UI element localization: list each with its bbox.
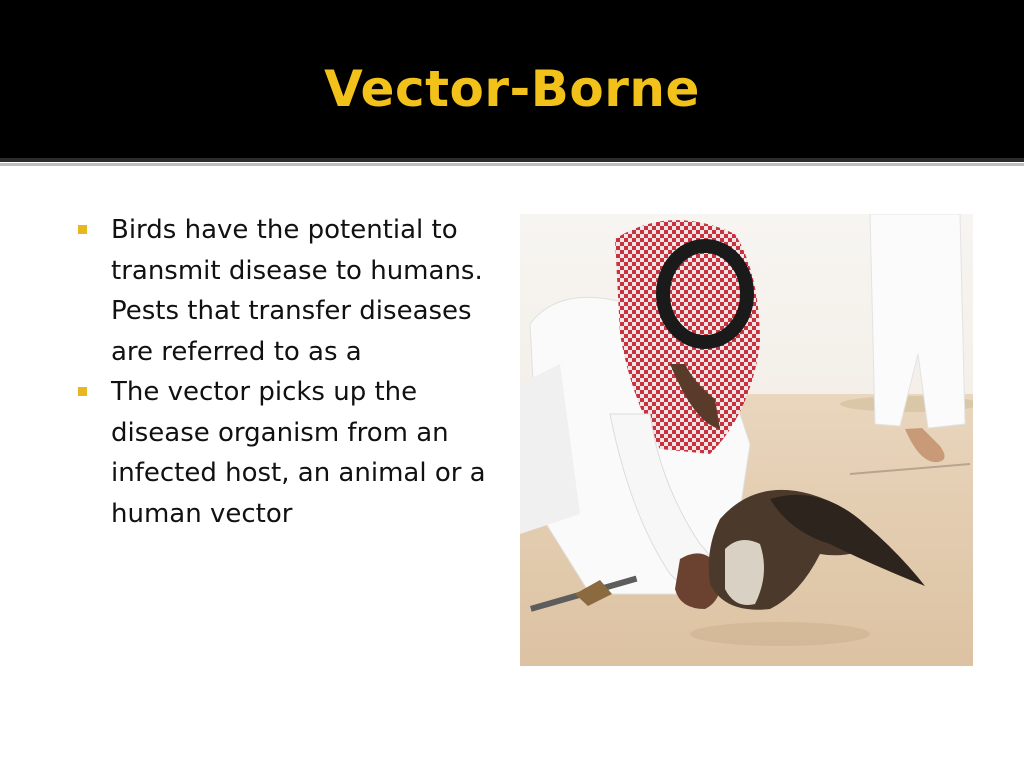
title-divider-dark (0, 158, 1024, 162)
bullet-square-icon (78, 387, 87, 396)
bullet-square-icon (78, 225, 87, 234)
bullet-text: The vector picks up the disease organism from an infected host, an animal or a human vector (111, 377, 486, 529)
bullet-item-vector (78, 372, 498, 534)
title-divider-light (0, 163, 1024, 166)
bullet-text: Birds have the potential to transmit disease to humans. Pests that transfer diseases are referred to as a (111, 215, 483, 367)
falconer-photo (520, 214, 973, 666)
bullet-item-birds (78, 210, 498, 372)
bullet-list (78, 210, 498, 534)
slide-title: Vector-Borne (324, 60, 700, 118)
